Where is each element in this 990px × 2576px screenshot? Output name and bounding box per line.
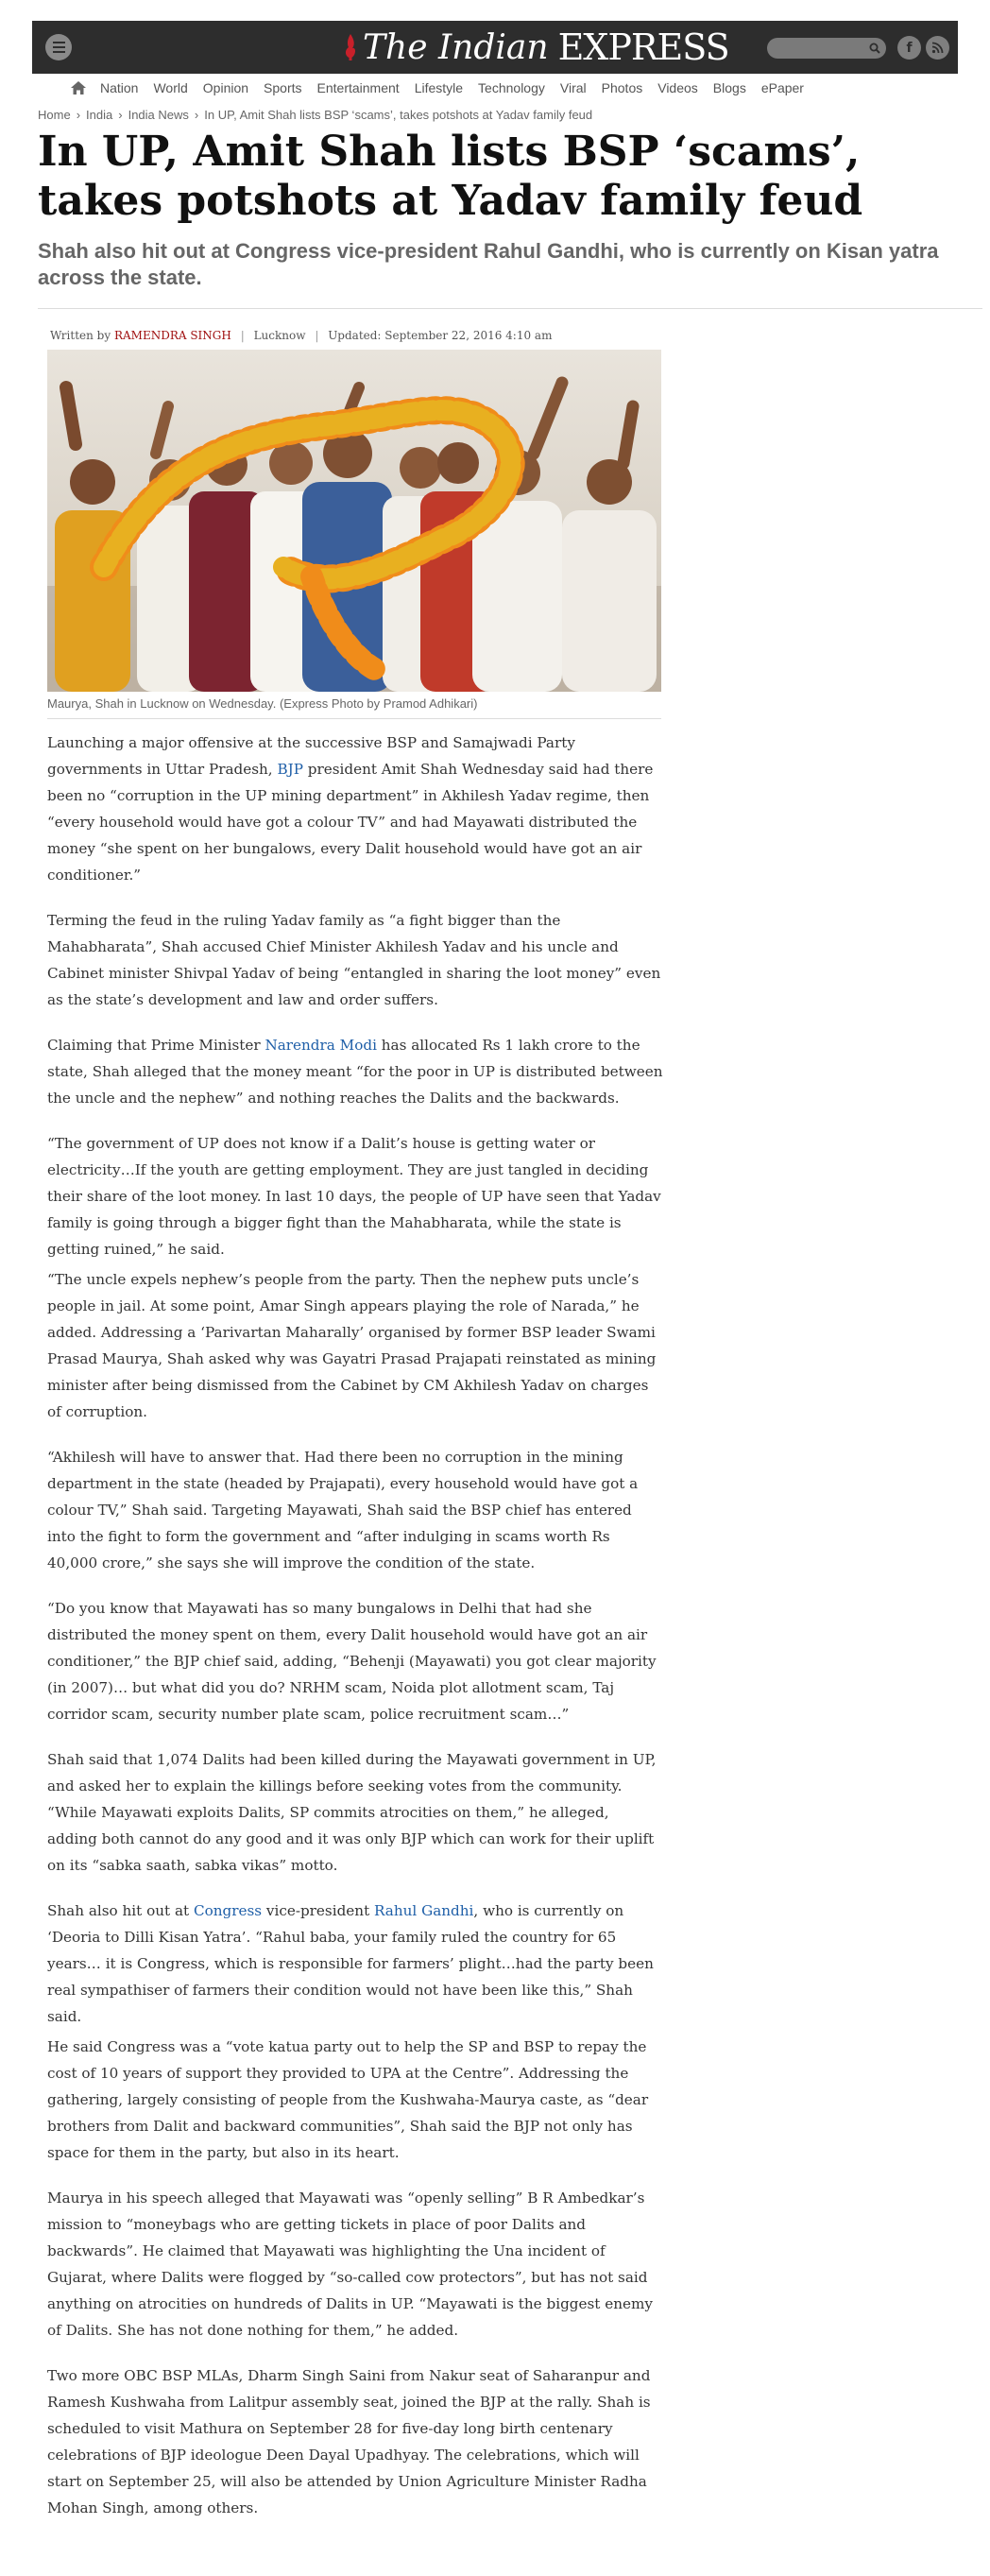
link-congress[interactable]: Congress [193,1902,263,1919]
breadcrumb-current: In UP, Amit Shah lists BSP ‘scams’, takes potshots at Yadav family feud [204,108,593,122]
paragraph [47,1032,663,1111]
nav-item-videos[interactable]: Videos [657,80,698,95]
nav-item-lifestyle[interactable]: Lifestyle [414,80,464,95]
breadcrumb-separator: › [194,108,199,122]
breadcrumb-separator: › [118,108,123,122]
logo-the: The Indian [363,27,549,67]
byline-prefix: Written by [50,329,111,342]
article-subhead: Shah also hit out at Congress vice-president Rahul Gandhi, who is currently on Kisan yatra across the state. [38,239,939,289]
paragraph-text: president Amit Shah Wednesday said had there been no “corruption in the UP mining department” in Akhilesh Yadav regime, then “every household would have got a colour TV” and had Mayawati distributed the money “she spent on her bungalows, every Dalit household would have got an air conditioner.” [47,761,654,884]
logo-brand: EXPRESS [557,26,729,68]
paragraph-text: , who is currently on ‘Deoria to Dilli Kisan Yatra’. “Rahul baba, your family ruled the country for 65 years… it is Congress, which is responsible for farmers’ plight…had the party been real sympathiser of farmers their condition would not have been like this,” Shah said. [47,1902,654,2025]
paragraph: Terming the feud in the ruling Yadav family as “a fight bigger than the Mahabharata”, Shah accused Chief Minister Akhilesh Yadav and his uncle and Cabinet minister Shivpal Yadav of being “entangled in sharing the loot money” even as the state’s development and law and order suffers. [47,912,661,1008]
article-body [47,730,663,2540]
paragraph: Two more OBC BSP MLAs, Dharm Singh Saini from Nakur seat of Saharanpur and Ramesh Kushwaha from Lalitpur assembly seat, joined the BJP at the rally. Shah is scheduled to visit Mathura on September 28 for five-day long birth centenary celebrations of BJP ideologue Deen Dayal Upadhyay. The celebrations, which will start on September 25, will also be attended by Union Agriculture Minister Radha Mohan Singh, among others. [47,2367,651,2516]
paragraph-text: Shah also hit out at [47,1902,194,1919]
author-link[interactable]: RAMENDRA SINGH [113,329,231,342]
paragraph: Maurya in his speech alleged that Mayawati was “openly selling” B R Ambedkar’s mission to “moneybags who are getting tickets in place of poor Dalits and backwards”. He claimed that Mayawati was highlighting the Una incident of Gujarat, where Dalits were flogged by “so-called cow protectors”, but has not said anything on atrocities on hundreds of Dalits in UP. “Mayawati is the biggest enemy of Dalits. She has not done nothing for them,” he added. [47,2190,653,2339]
breadcrumb-separator: › [76,108,81,122]
paragraph: “The uncle expels nephew’s people from the party. Then the nephew puts uncle’s people in jail. At some point, Amar Singh appears playing the role of Narada,” he added. Addressing a ‘Parivartan Maharally’ organised by former BSP leader Swami Prasad Maurya, Shah asked why was Gayatri Prasad Prajapati reinstated as mining minister after being dismissed from the Cabinet by CM Akhilesh Yadav on charges of corruption. [47,1271,657,1420]
article-photo [47,350,661,692]
divider [47,718,661,719]
paragraph [47,1898,663,2030]
paragraph: “The government of UP does not know if a Dalit’s house is getting water or electricity…If the youth are getting employment. They are just tangled in deciding their share of the loot money. In last 10 days, the people of UP have seen that Yadav family is going through a bigger fight than the Mahabharata, while the state is getting ruined,” he said. [47,1135,661,1258]
rss-icon[interactable] [926,36,949,60]
rally-photo-illustration [47,350,661,692]
nav-item-opinion[interactable]: Opinion [202,80,249,95]
nav-item-sports[interactable]: Sports [264,80,302,95]
hamburger-icon[interactable] [45,34,72,60]
paragraph-text: Launching a major offensive at the successive BSP and Samajwadi Party governments in Uttar Pradesh, [47,734,575,778]
link-narendra-modi[interactable]: Narendra Modi [265,1037,377,1054]
breadcrumb-home[interactable]: Home [38,108,71,122]
facebook-icon[interactable]: f [897,36,921,60]
paragraph-text: has allocated Rs 1 lakh crore to the state, Shah alleged that the money meant “for the poor in UP is distributed between the uncle and the nephew” and nothing reaches the Dalits and the backwards. [47,1037,663,1107]
nav-item-technology[interactable]: Technology [478,80,545,95]
nav-item-epaper[interactable]: ePaper [760,80,804,95]
search-icon[interactable] [869,43,880,54]
flame-icon [344,33,357,61]
breadcrumb-india[interactable]: India [86,108,113,122]
page-title: In UP, Amit Shah lists BSP ‘scams’, takes potshots at Yadav family feud [38,128,863,225]
byline-location: Lucknow [253,329,306,342]
byline-updated: Updated: September 22, 2016 4:10 am [328,329,553,342]
main-nav [70,77,819,98]
site-logo[interactable] [344,26,729,68]
link-bjp[interactable]: BJP [277,761,303,778]
byline: Written by RAMENDRA SINGH | Lucknow | Updated: September 22, 2016 4:10 am [50,329,553,342]
paragraph: Shah said that 1,074 Dalits had been killed during the Mayawati government in UP, and asked her to explain the killings before seeking votes from the community. “While Mayawati exploits Dalits, SP commits atrocities on them,” he alleged, adding both cannot do any good and it was only BJP which can work for their uplift on its “sabka saath, sabka vikas” motto. [47,1751,657,1874]
paragraph-text: vice-president [262,1902,374,1919]
breadcrumb-india-news[interactable]: India News [128,108,189,122]
paragraph: He said Congress was a “vote katua party out to help the SP and BSP to repay the cost of 10 years of support they provided to UPA at the Centre”. Addressing the gathering, largely consisting of people from the Kushwaha-Maurya caste, as “dear brothers from Dalit and backward communities”, Shah said the BJP not only has space for them in the party, but also in its heart. [47,2038,649,2161]
link-rahul-gandhi[interactable]: Rahul Gandhi [374,1902,474,1919]
site-header [32,21,958,74]
nav-item-blogs[interactable]: Blogs [712,80,746,95]
search-input[interactable] [767,38,886,59]
paragraph-text: Claiming that Prime Minister [47,1037,265,1054]
home-icon[interactable] [70,80,87,95]
photo-caption: Maurya, Shah in Lucknow on Wednesday. (Express Photo by Pramod Adhikari) [47,696,478,711]
nav-item-entertainment[interactable]: Entertainment [316,80,400,95]
rss-glyph [931,42,944,54]
paragraph: “Akhilesh will have to answer that. Had there been no corruption in the mining department in the state (headed by Prajapati), every household would have got a colour TV,” Shah said. Targeting Mayawati, Shah said the BSP chief has entered into the fight to form the government and “after indulging in scams worth Rs 40,000 crore,” she says she will improve the condition of the state. [47,1449,639,1571]
divider [38,308,982,309]
breadcrumb [38,108,592,122]
paragraph: “Do you know that Mayawati has so many bungalows in Delhi that had she distributed the money spent on them, every Dalit household would have got an air conditioner,” the BJP chief said, adding, “Behenji (Mayawati) you got clear majority (in 2007)… but what did you do? NRHM scam, Noida plot allotment scam, Taj corridor scam, security number plate scam, police recruitment scam…” [47,1600,657,1723]
nav-item-nation[interactable]: Nation [100,80,139,95]
paragraph [47,730,663,888]
nav-item-world[interactable]: World [153,80,188,95]
nav-item-viral[interactable]: Viral [559,80,587,95]
nav-item-photos[interactable]: Photos [601,80,643,95]
